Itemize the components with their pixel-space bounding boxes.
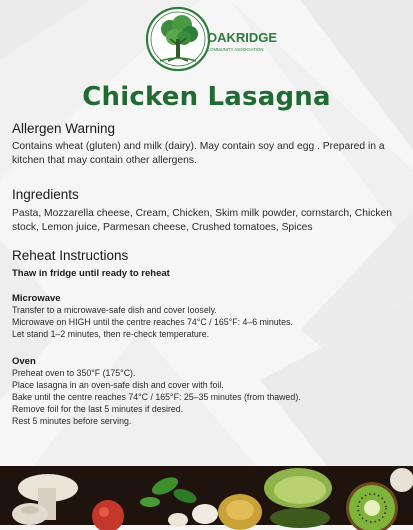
microwave-step: Microwave on HIGH until the centre reaches 74°C / 165°F: 4–6 minutes.	[12, 316, 293, 327]
logo-tagline: COMMUNITY ASSOCIATION	[207, 47, 264, 52]
ingredients-line: stock, Lemon juice, Parmesan cheese, Crushed tomatoes, Spices	[12, 221, 313, 233]
logo-name: OAKRIDGE	[207, 30, 278, 45]
oven-step: Bake until the centre reaches 74°C / 165°F: 25–35 minutes (from thawed).	[12, 391, 301, 402]
reheat-heading: Reheat Instructions	[12, 248, 129, 263]
oven-steps	[12, 368, 404, 428]
allergen-line: kitchen that may contain other allergens.	[12, 154, 197, 166]
microwave-step: Transfer to a microwave-safe dish and cover loosely.	[12, 305, 217, 315]
microwave-heading: Microwave	[12, 293, 61, 304]
oakridge-logo	[146, 5, 278, 73]
allergen-text	[12, 140, 404, 167]
oven-heading: Oven	[12, 356, 36, 367]
ingredients-heading: Ingredients	[12, 187, 79, 202]
oven-step: Place lasagna in an oven-safe dish and cover with foil.	[12, 379, 224, 390]
oven-step: Rest 5 minutes before serving.	[12, 415, 132, 426]
avocado-icon	[264, 468, 332, 528]
oil-bottle-icon	[218, 494, 262, 530]
oven-step: Remove foil for the last 5 minutes if desired.	[12, 403, 184, 414]
ingredients-text	[12, 207, 404, 234]
allergen-heading: Allergen Warning	[12, 121, 116, 136]
reheat-note: Thaw in fridge until ready to reheat	[12, 268, 170, 279]
microwave-step: Let stand 1–2 minutes, then re-check temperature.	[12, 328, 210, 339]
allergen-line: Contains wheat (gluten) and milk (dairy). May contain soy and egg . Prepared in a	[12, 141, 385, 152]
food-photo-strip	[0, 466, 413, 525]
ingredients-line: Pasta, Mozzarella cheese, Cream, Chicken, Skim milk powder, cornstarch, Chicken	[12, 208, 392, 219]
oven-step: Preheat oven to 350°F (175°C).	[12, 368, 136, 378]
page-title: Chicken Lasagna	[82, 82, 331, 112]
microwave-steps	[12, 305, 404, 341]
